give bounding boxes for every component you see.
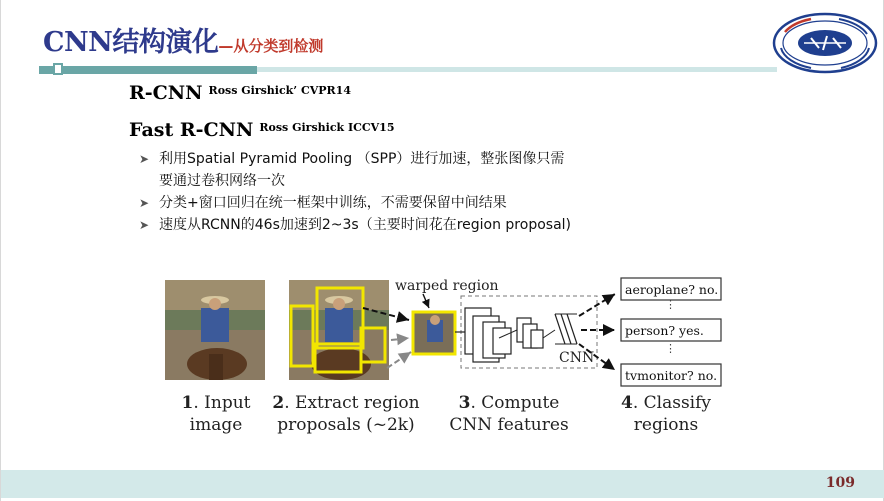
step-number: 4	[620, 393, 633, 413]
step-number: 1	[181, 393, 194, 413]
output-person: person? yes.	[625, 323, 704, 338]
output-arrow	[579, 294, 615, 316]
underline-marker	[53, 63, 63, 75]
bullet-item	[139, 192, 699, 214]
input-image	[165, 280, 265, 380]
title-main: CNN结构演化	[43, 27, 219, 58]
bullet-list	[139, 148, 699, 236]
fast-rcnn-name: Fast R-CNN	[129, 119, 254, 141]
title-underline-light	[257, 67, 777, 72]
fast-rcnn-citation: Ross Girshick ICCV15	[259, 121, 395, 134]
proposal-arrow	[387, 352, 411, 368]
warped-region-label: warped region	[395, 278, 499, 294]
bullet-arrow-icon: ➤	[139, 196, 150, 210]
bullet-text: 分类+窗口回归在统一框架中训练，不需要保留中间结果	[159, 195, 507, 211]
rcnn-citation: Ross Girshick’ CVPR14	[208, 84, 351, 97]
step-caption-4	[601, 392, 731, 436]
step-text-continued: CNN features	[449, 415, 569, 435]
warped-arrow	[423, 294, 429, 308]
warped-region-image	[413, 312, 455, 354]
step-number: 3	[458, 393, 471, 413]
step-caption-2	[261, 392, 431, 436]
page-number: 109	[825, 475, 855, 491]
ellipsis-dots: ⋮	[665, 298, 676, 311]
step-text-continued: image	[189, 415, 243, 435]
step-caption-1	[156, 392, 276, 436]
bullet-arrow-icon: ➤	[139, 218, 150, 232]
rcnn-name: R-CNN	[129, 82, 203, 104]
fast-rcnn-heading	[129, 119, 394, 141]
rcnn-heading	[129, 82, 351, 104]
region-proposals-image	[289, 280, 389, 380]
ellipsis-dots: ⋮	[665, 342, 676, 355]
output-aeroplane: aeroplane? no.	[625, 282, 719, 297]
title-subtitle: —从分类到检测	[218, 37, 324, 55]
bullet-text: 速度从RCNN的46s加速到2~3s（主要时间花在region proposal)	[159, 217, 572, 233]
bullet-item	[139, 214, 699, 236]
step-text: . Compute	[470, 393, 560, 413]
bullet-text: 利用Spatial Pyramid Pooling （SPP）进行加速，整张图像只需	[159, 151, 565, 167]
step-text-continued: proposals (~2k)	[277, 415, 415, 435]
step-text: . Input	[193, 393, 251, 413]
proposal-arrow	[391, 338, 409, 340]
step-number: 2	[272, 393, 285, 413]
step-caption-3	[439, 392, 579, 436]
university-logo-icon	[771, 12, 879, 74]
slide-title	[43, 20, 323, 59]
cnn-label: CNN	[559, 350, 595, 366]
bullet-text-continued: 要通过卷积网络一次	[159, 173, 285, 189]
step-text-continued: regions	[633, 415, 699, 435]
footer-bar	[1, 470, 884, 498]
step-text: . Classify	[632, 393, 711, 413]
bullet-arrow-icon: ➤	[139, 152, 150, 166]
bullet-item	[139, 148, 699, 192]
title-underline-dark	[39, 66, 257, 74]
output-tvmonitor: tvmonitor? no.	[625, 368, 718, 383]
step-text: . Extract region	[284, 393, 420, 413]
